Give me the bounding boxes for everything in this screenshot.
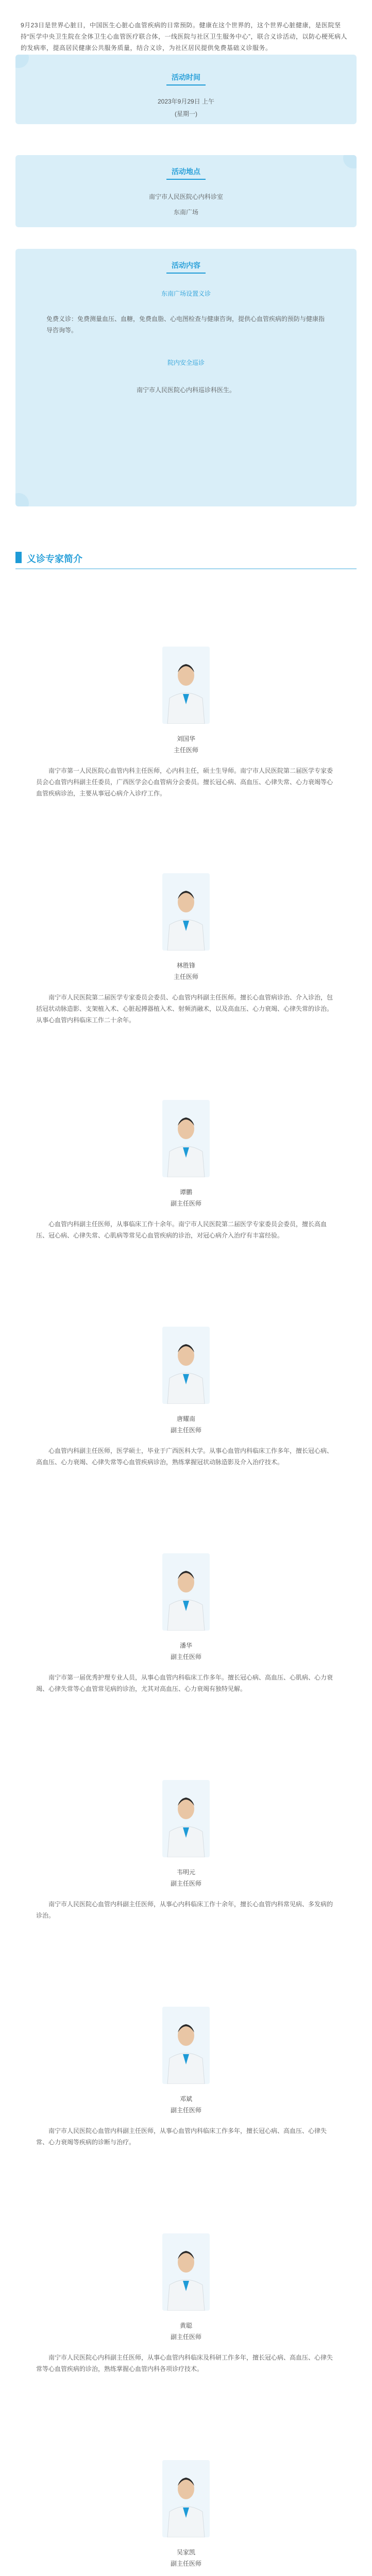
activity-content-panel	[15, 249, 357, 506]
activity-content-item2-desc: 南宁市人民医院心内科巡诊科医生。	[136, 386, 235, 394]
expert-name: 潘华	[179, 1642, 192, 1649]
intro-paragraph: 9月23日是世界心脏日，中国医生心脏心血管疾病的日常预防。健康在这个世界的，这个世界心脏健康，是医院坚持“医学中央卫生院在全体卫生心血管医疗联合体，一线医院与社区卫生服务中心”，联合义诊活动，以防心梗死病人的发病率，提高居民健康公共服务质量，结合义诊，为社区居民提供免费基础义诊服务。	[21, 22, 347, 52]
expert-title: 副主任医师	[170, 1653, 201, 1660]
expert-name: 韦明元	[176, 1869, 195, 1876]
expert-photo	[162, 1327, 210, 1404]
expert-bio: 心血管内科副主任医师，从事临床工作十余年。南宁市人民医院第二届医学专家委员会委员，擅长高血压、冠心病、心律失常、心肌病等常见心血管疾病的诊治，对冠心病介入治疗有丰富经验。	[36, 1221, 327, 1239]
expert-bio: 南宁市人民医院心内科副主任医师，从事心血管内科临床及科研工作多年，擅长冠心病、高血压、心律失常等心血管疾病的诊治，熟练掌握心血管内科各项诊疗技术。	[36, 2354, 333, 2372]
activity-place-line1: 南宁市人民医院心内科诊室	[148, 193, 223, 200]
activity-place-panel	[15, 155, 357, 227]
expert-name: 唐耀南	[176, 1415, 195, 1422]
expert-name: 吴家凯	[176, 2549, 195, 2556]
activity-time-panel	[15, 55, 357, 124]
section-marker	[15, 552, 22, 563]
activity-time-heading: 活动时间	[166, 70, 206, 86]
expert-photo	[162, 1553, 210, 1631]
decor-circle	[15, 55, 29, 68]
expert-photo	[162, 2007, 210, 2084]
expert-photo	[162, 873, 210, 951]
expert-title: 副主任医师	[170, 1427, 201, 1434]
expert-title: 副主任医师	[170, 2333, 201, 2341]
decor-circle	[343, 155, 357, 168]
expert-title: 主任医师	[173, 973, 198, 980]
activity-place-line2: 东南广场	[173, 209, 198, 216]
expert-title: 副主任医师	[170, 2560, 201, 2567]
activity-date: 2023年9月29日 上午	[157, 98, 215, 105]
expert-bio: 南宁市第一人民医院心血管内科主任医师，心内科主任，硕士生导师。南宁市人民医院第二届医学专家委员会心血管内科副主任委员，广西医学会心血管病分会委员。擅长冠心病、高血压、心律失常、心力衰竭等心血管疾病诊治，主要从事冠心病介入诊疗工作。	[36, 767, 333, 797]
expert-photo	[162, 1780, 210, 1857]
expert-bio: 南宁市人民医院心血管内科副主任医师，从事心内科临床工作十余年，擅长心血管内科常见病、多发病的诊治。	[36, 1901, 333, 1919]
expert-photo	[162, 2233, 210, 2311]
expert-name: 邓斌	[179, 2095, 192, 2103]
decor-circle	[15, 493, 29, 506]
expert-photo	[162, 647, 210, 724]
activity-place-heading: 活动地点	[166, 164, 206, 180]
activity-content-item1: 东南广场设置义诊	[161, 290, 211, 297]
expert-bio: 心血管内科副主任医师，医学硕士，毕业于广西医科大学。从事心血管内科临床工作多年，擅长冠心病、高血压、心力衰竭、心律失常等心血管疾病诊治，熟练掌握冠状动脉造影及介入治疗技术。	[36, 1447, 333, 1466]
expert-bio: 南宁市第一届优秀护理专业人员，从事心血管内科临床工作多年。擅长冠心病、高血压、心肌病、心力衰竭、心律失常等心血管常见病的诊治，尤其对高血压、心力衰竭有独特见解。	[36, 1674, 333, 1692]
expert-name: 刘国华	[176, 735, 195, 742]
expert-name: 黄聪	[179, 2322, 192, 2329]
expert-photo	[162, 1100, 210, 1177]
expert-bio: 南宁市人民医院心血管内科副主任医师，从事心血管内科临床工作多年，擅长冠心病、高血压、心律失常、心力衰竭等疾病的诊断与治疗。	[36, 2127, 327, 2146]
experts-section-title: 义诊专家简介	[27, 554, 82, 564]
activity-content-desc: 免费义诊：免费测量血压、血糖，免费血脂、心电图检查与健康咨询，提供心血管疾病的预防与健康指导咨询等。	[46, 315, 325, 334]
activity-content-heading: 活动内容	[166, 258, 206, 274]
expert-title: 副主任医师	[170, 2107, 201, 2114]
expert-name: 林胜锋	[176, 962, 195, 969]
experts-section-header	[15, 547, 357, 569]
expert-name: 谭鹏	[179, 1189, 192, 1196]
expert-photo	[162, 2460, 210, 2537]
expert-title: 副主任医师	[170, 1200, 201, 1207]
activity-content-item2: 院内安全巡诊	[167, 359, 205, 366]
expert-bio: 南宁市人民医院第二届医学专家委员会委员、心血管内科副主任医师。擅长心血管病诊治、介入诊治，包括冠状动脉造影、支架植入术、心脏起搏器植入术、射频消融术，以及高血压、心力衰竭、心律失常的诊治。从事心血管内科临床工作二十余年。	[36, 994, 333, 1024]
expert-title: 主任医师	[173, 747, 198, 754]
expert-title: 副主任医师	[170, 1880, 201, 1887]
activity-weekday: (星期一)	[175, 110, 197, 117]
